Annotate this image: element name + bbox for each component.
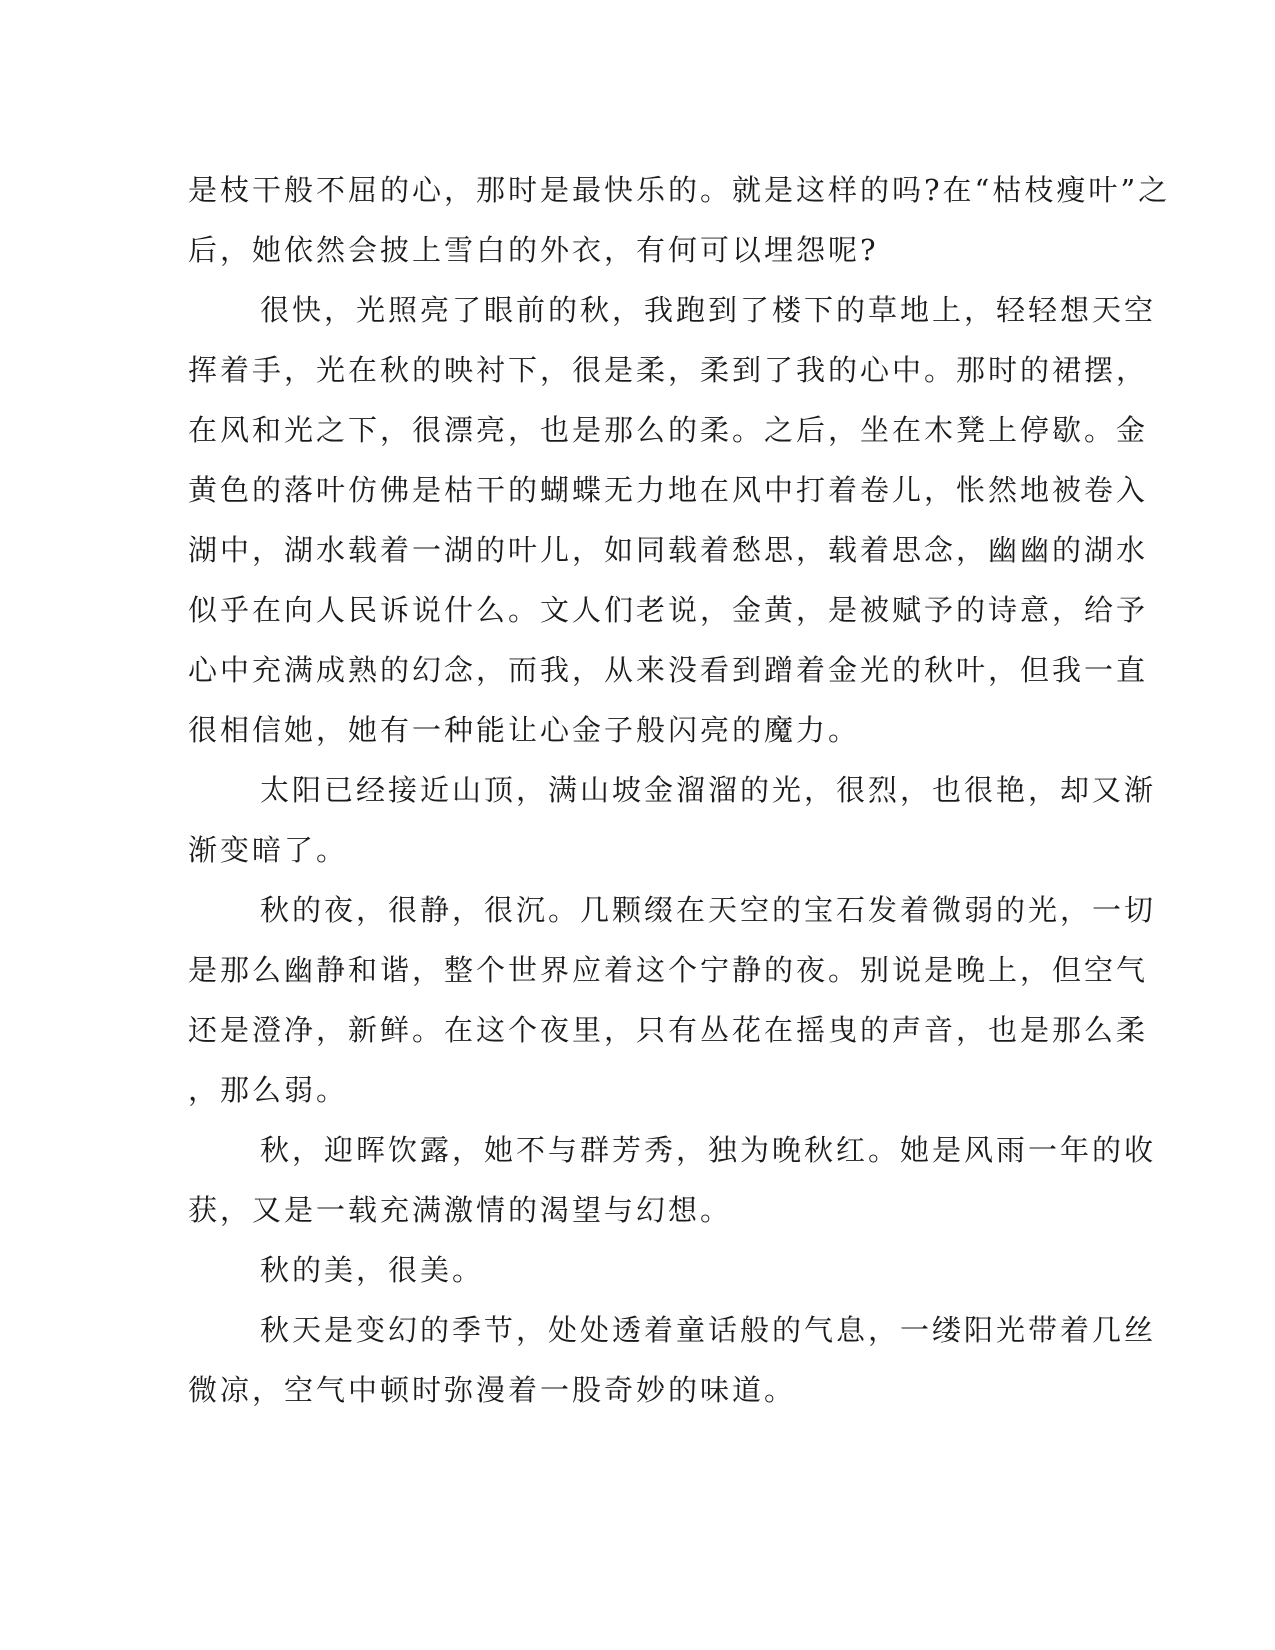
text-line: 后，她依然会披上雪白的外衣，有何可以埋怨呢? [188,233,879,267]
text-line: 湖中，湖水载着一湖的叶儿，如同载着愁思，载着思念，幽幽的湖水 [188,533,1149,567]
text-line: 很相信她，她有一种能让心金子般闪亮的魔力。 [188,713,861,747]
text-line: 获，又是一载充满激情的渴望与幻想。 [188,1193,733,1227]
text-line: 挥着手，光在秋的映衬下，很是柔，柔到了我的心中。那时的裙摆， [188,353,1149,387]
body-text [188,160,1171,1420]
text-line: 心中充满成熟的幻念，而我，从来没看到蹭着金光的秋叶，但我一直 [188,653,1149,687]
text-line: 秋天是变幻的季节，处处透着童话般的气息，一缕阳光带着几丝 [260,1313,1157,1347]
text-line: 秋的夜，很静，很沉。几颗缀在天空的宝石发着微弱的光，一切 [260,893,1157,927]
text-line: 黄色的落叶仿佛是枯干的蝴蝶无力地在风中打着卷儿，怅然地被卷入 [188,473,1149,507]
text-line: 似乎在向人民诉说什么。文人们老说，金黄，是被赋予的诗意，给予 [188,593,1149,627]
text-line: 渐变暗了。 [188,833,349,867]
text-line: 在风和光之下，很漂亮，也是那么的柔。之后，坐在木凳上停歇。金 [188,413,1149,447]
text-line: 微凉，空气中顿时弥漫着一股奇妙的味道。 [188,1373,797,1407]
text-line: 秋，迎晖饮露，她不与群芳秀，独为晚秋红。她是风雨一年的收 [260,1133,1157,1167]
text-line: 太阳已经接近山顶，满山坡金溜溜的光，很烈，也很艳，却又渐 [260,773,1157,807]
text-line: 还是澄净，新鲜。在这个夜里，只有丛花在摇曳的声音，也是那么柔 [188,1013,1149,1047]
text-line: 是枝干般不屈的心，那时是最快乐的。就是这样的吗?在“枯枝瘦叶”之 [188,173,1171,207]
text-line: 是那么幽静和谐，整个世界应着这个宁静的夜。别说是晚上，但空气 [188,953,1149,987]
text-line: 很快，光照亮了眼前的秋，我跑到了楼下的草地上，轻轻想天空 [260,293,1157,327]
text-line: 秋的美，很美。 [260,1253,485,1287]
text-line: ，那么弱。 [188,1073,349,1107]
